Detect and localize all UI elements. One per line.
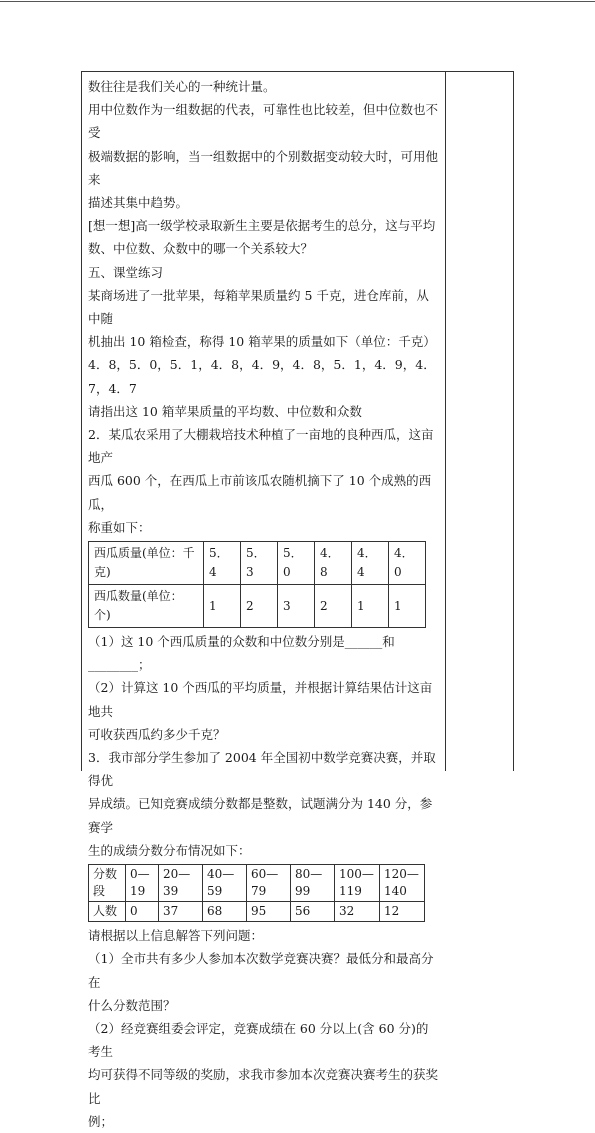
table-cell: 120—140 xyxy=(380,865,425,902)
text-line: 用中位数作为一组数据的代表，可靠性也比较差，但中位数也不受 xyxy=(88,102,439,141)
table-cell: 1 xyxy=(352,585,389,628)
text-line: 数往往是我们关心的一种统计量。 xyxy=(88,79,276,94)
table-cell: 5．0 xyxy=(278,542,315,585)
text-line: 异成绩。已知竞赛成绩分数都是整数，试题满分为 140 分，参赛学 xyxy=(88,796,433,835)
table-cell: 100—119 xyxy=(335,865,380,902)
column-divider xyxy=(445,71,446,771)
text-line: 数、中位数、众数中的哪一个关系较大？ xyxy=(88,241,314,257)
table-cell: 12 xyxy=(380,902,425,922)
question-line: 什么分数范围？ xyxy=(88,997,176,1013)
table-row xyxy=(89,865,425,902)
lesson-content xyxy=(88,75,440,1133)
table-cell: 80—99 xyxy=(291,865,335,902)
question-line: （2）经竞赛组委会评定，竞赛成绩在 60 分以上(含 60 分)的考生 xyxy=(88,1020,429,1060)
data-line: 4．8，5．0，5．1，4．8，4．9，4．8，5．1，4．9，4．7，4．7 xyxy=(88,357,436,396)
question-line: 例； xyxy=(88,1113,114,1129)
watermelon-table xyxy=(88,541,426,628)
table-cell: 西瓜质量(单位：千克) xyxy=(89,542,204,585)
table-cell: 95 xyxy=(247,902,291,922)
question-line: （1）全市共有多少人参加本次数学竞赛决赛？最低分和最高分在 xyxy=(88,951,434,990)
text-line: [想一想]高一级学校录取新生主要是依据考生的总分，这与平均 xyxy=(88,218,436,234)
table-cell: 0—19 xyxy=(126,865,159,902)
table-cell: 3 xyxy=(278,585,315,628)
text-line: 机抽出 10 箱检查，称得 10 箱苹果的质量如下（单位：千克） xyxy=(88,334,436,350)
question-line: （2）计算这 10 个西瓜的平均质量，并根据计算结果估计这亩地共 xyxy=(88,680,433,719)
top-rule xyxy=(0,1,595,2)
table-row xyxy=(89,542,426,585)
table-cell: 40—59 xyxy=(203,865,247,902)
table-cell: 5．3 xyxy=(241,542,278,585)
table-cell: 1 xyxy=(204,585,241,628)
table-cell: 4．8 xyxy=(315,542,352,585)
text-line: 称重如下： xyxy=(88,519,151,535)
table-row xyxy=(89,585,426,628)
table-cell: 20—39 xyxy=(159,865,203,902)
section-heading: 五、课堂练习 xyxy=(88,264,164,280)
table-cell: 2 xyxy=(241,585,278,628)
text-line: 描述其集中趋势。 xyxy=(88,195,189,211)
table-cell: 4．4 xyxy=(352,542,389,585)
text-line: 3．我市部分学生参加了 2004 年全国初中数学竞赛决赛，并取得优 xyxy=(88,750,436,789)
table-cell: 2 xyxy=(315,585,352,628)
question-line: （1）这 10 个西瓜质量的众数和中位数分别是______和________； xyxy=(88,634,395,673)
score-distribution-table xyxy=(88,864,425,922)
table-cell: 西瓜数量(单位：个) xyxy=(89,585,204,628)
table-cell: 1 xyxy=(389,585,426,628)
text-line: 2．某瓜农采用了大棚栽培技术种植了一亩地的良种西瓜，这亩地产 xyxy=(88,427,434,466)
question-line: 均可获得不同等级的奖励，求我市参加本次竞赛决赛考生的获奖比 xyxy=(88,1067,439,1106)
table-row xyxy=(89,902,425,922)
text-line: 某商场进了一批苹果，每箱苹果质量约 5 千克，进仓库前，从中随 xyxy=(88,287,429,327)
table-cell: 68 xyxy=(203,902,247,922)
text-line: 生的成绩分数分布情况如下： xyxy=(88,842,251,858)
table-cell: 分数段 xyxy=(89,865,126,902)
table-cell: 32 xyxy=(335,902,380,922)
table-cell: 60—79 xyxy=(247,865,291,902)
table-cell: 5．4 xyxy=(204,542,241,585)
text-line: 请指出这 10 箱苹果质量的平均数、中位数和众数 xyxy=(88,403,362,419)
text-line: 请根据以上信息解答下列问题： xyxy=(88,928,264,944)
question-line: 可收获西瓜约多少千克？ xyxy=(88,726,226,742)
table-cell: 56 xyxy=(291,902,335,922)
table-cell: 37 xyxy=(159,902,203,922)
text-line: 极端数据的影响，当一组数据中的个别数据变动较大时，可用他来 xyxy=(88,148,439,187)
table-cell: 4．0 xyxy=(389,542,426,585)
table-cell: 0 xyxy=(126,902,159,922)
text-line: 西瓜 600 个，在西瓜上市前该瓜农随机摘下了 10 个成熟的西瓜， xyxy=(88,473,432,512)
table-cell: 人数 xyxy=(89,902,126,922)
